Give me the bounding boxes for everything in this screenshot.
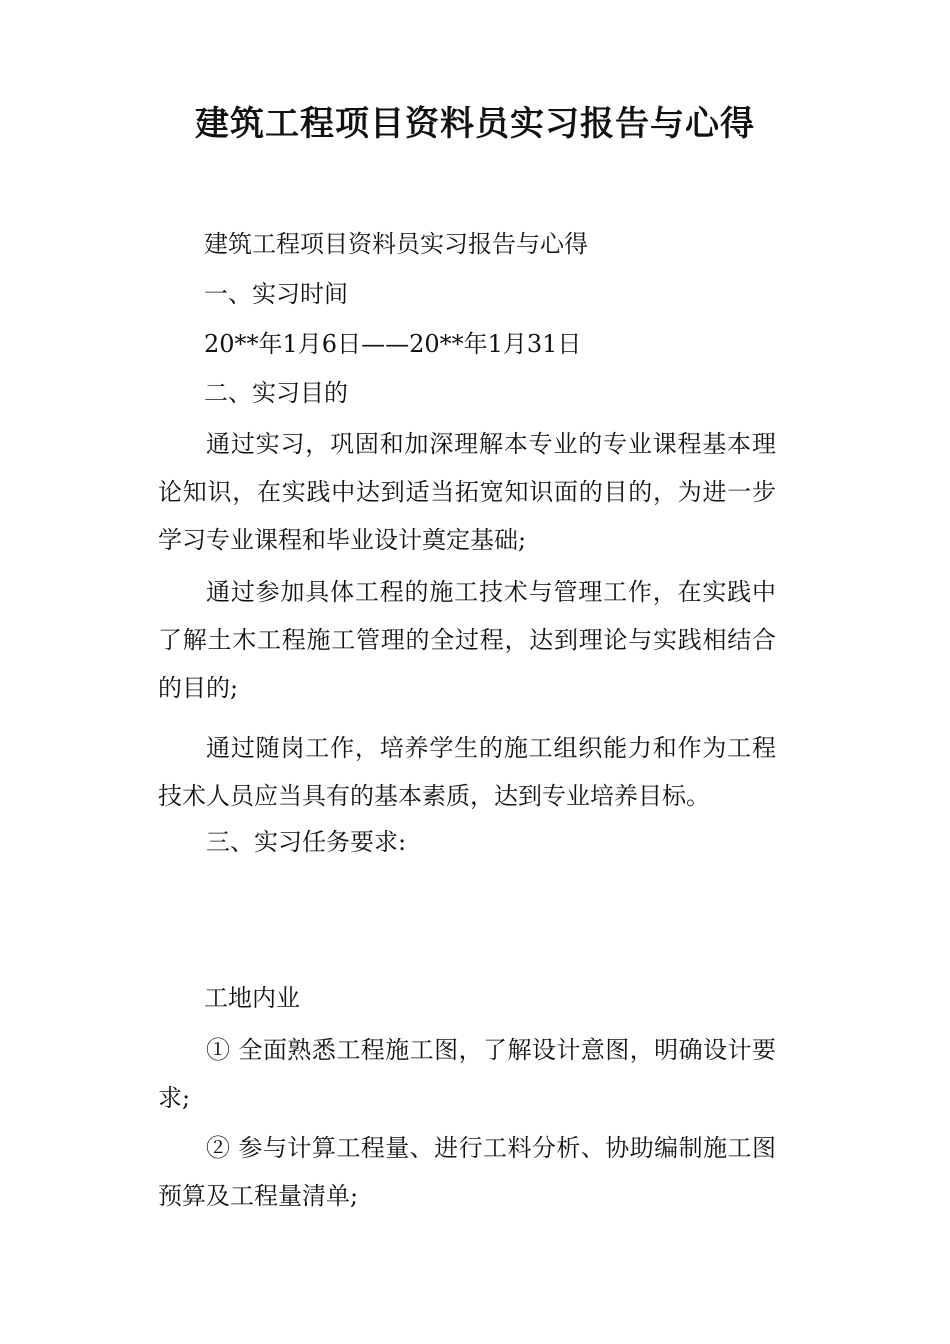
purpose-paragraph: 通过随岗工作，培养学生的施工组织能力和作为工程技术人员应当具有的基本素质，达到专业培养目标。 [158,734,776,810]
document-title: 建筑工程项目资料员实习报告与心得 [195,104,755,144]
site-internal-work-heading: 工地内业 [204,984,300,1012]
section-heading-task-requirements: 三、实习任务要求: [206,828,407,856]
purpose-paragraph: 通过实习，巩固和加深理解本专业的专业课程基本理论知识，在实践中达到适当拓宽知识面的目的，为进一步学习专业课程和毕业设计奠定基础; [158,430,776,554]
task-item: ① 全面熟悉工程施工图，了解设计意图，明确设计要求; [158,1036,776,1112]
task-item: ② 参与计算工程量、进行工料分析、协助编制施工图预算及工程量清单; [158,1134,776,1210]
section-heading-internship-purpose: 二、实习目的 [204,379,348,407]
internship-period: 20**年1月6日——20**年1月31日 [204,330,582,358]
section-heading-internship-time: 一、实习时间 [204,280,348,308]
document-subtitle: 建筑工程项目资料员实习报告与心得 [204,230,588,258]
purpose-paragraph: 通过参加具体工程的施工技术与管理工作，在实践中了解土木工程施工管理的全过程，达到理论与实践相结合的目的; [158,578,776,702]
